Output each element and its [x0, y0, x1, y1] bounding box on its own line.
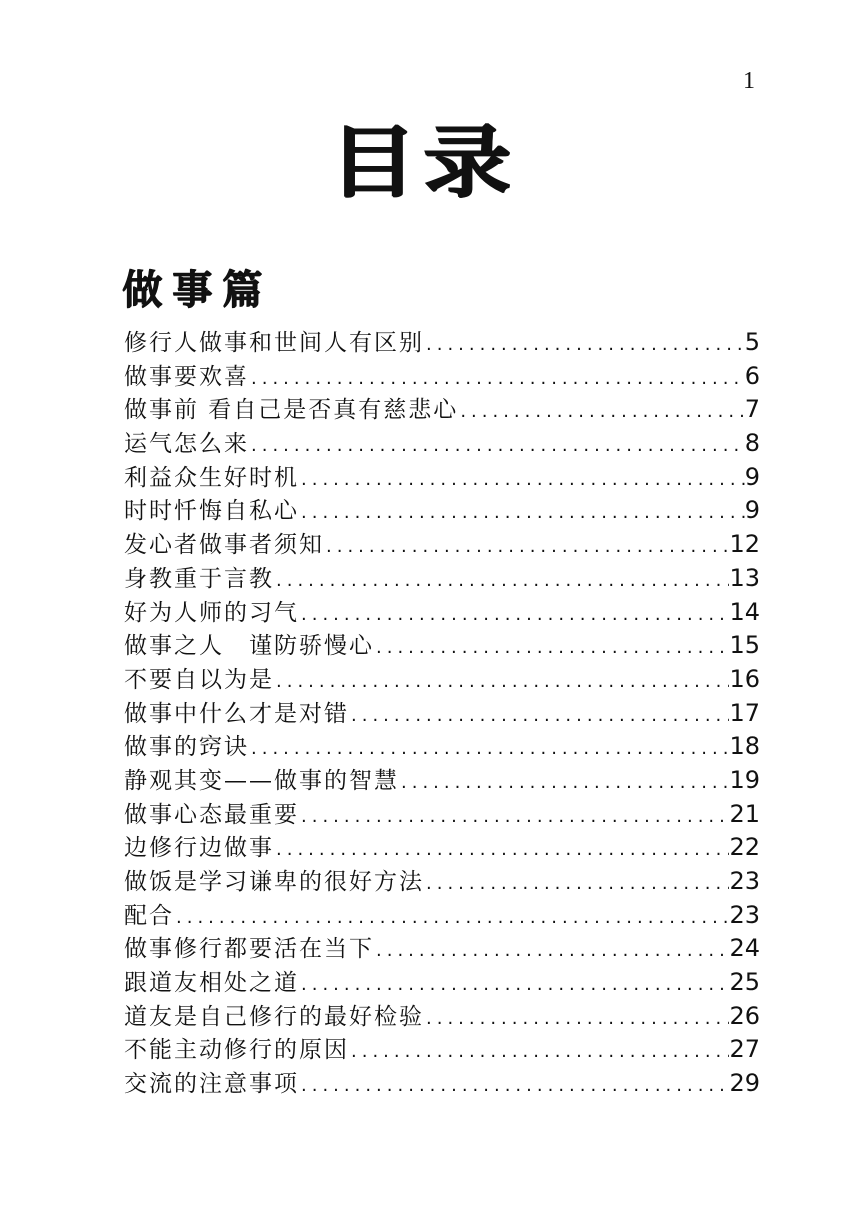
toc-entry-page-number: 23 — [729, 867, 760, 895]
toc-dot-leader — [424, 328, 745, 360]
toc-dot-leader — [299, 463, 745, 495]
toc-entry-title: 跟道友相处之道 — [124, 970, 299, 997]
toc-entry-title: 利益众生好时机 — [124, 464, 299, 491]
toc-entry-page-number: 26 — [729, 1001, 760, 1030]
toc-entry[interactable] — [124, 966, 760, 1000]
toc-entry[interactable] — [124, 1000, 760, 1034]
toc-entry-title: 做事的窍诀 — [124, 734, 249, 761]
toc-entry-page-number: 16 — [729, 664, 760, 693]
toc-entry[interactable] — [124, 831, 760, 865]
toc-entry-title: 做事修行都要活在当下 — [124, 936, 374, 963]
toc-entry-title: 边修行边做事 — [124, 835, 274, 862]
toc-dot-leader — [249, 362, 745, 394]
toc-entry[interactable] — [124, 764, 760, 798]
toc-entry-title: 静观其变——做事的智慧 — [124, 767, 399, 794]
toc-dot-leader — [374, 934, 729, 966]
toc-entry[interactable] — [124, 360, 760, 394]
toc-entry-page-number: 12 — [729, 530, 760, 559]
page-title: 目录 — [329, 118, 518, 208]
toc-entry-page-number: 22 — [729, 833, 760, 862]
toc-entry-title: 配合 — [124, 902, 174, 929]
page-number: 1 — [743, 68, 755, 94]
toc-entry-page-number: 18 — [729, 732, 760, 761]
toc-entry-page-number: 23 — [729, 900, 760, 929]
toc-dot-leader — [299, 496, 745, 528]
toc-entry-page-number: 13 — [729, 563, 760, 592]
toc-entry[interactable] — [124, 663, 760, 697]
toc-dot-leader — [399, 766, 729, 798]
toc-entry-page-number: 9 — [744, 496, 760, 525]
toc-list — [124, 326, 760, 1101]
toc-entry-title: 交流的注意事项 — [124, 1071, 299, 1098]
toc-entry-title: 修行人做事和世间人有区别 — [124, 330, 424, 356]
toc-entry-page-number: 17 — [729, 698, 760, 727]
toc-entry-page-number: 25 — [729, 968, 760, 997]
toc-entry-page-number: 19 — [729, 765, 760, 794]
toc-entry-title: 发心者做事者须知 — [124, 532, 324, 559]
toc-entry-title: 不能主动修行的原因 — [124, 1037, 349, 1064]
toc-entry-title: 身教重于言教 — [124, 565, 274, 592]
toc-entry[interactable] — [124, 528, 760, 562]
toc-entry[interactable] — [124, 932, 760, 966]
toc-entry[interactable] — [124, 697, 760, 731]
toc-entry[interactable] — [124, 427, 760, 461]
toc-entry[interactable] — [124, 596, 760, 630]
toc-dot-leader — [249, 429, 745, 461]
toc-entry[interactable] — [124, 1067, 760, 1101]
toc-dot-leader — [299, 968, 729, 1000]
toc-entry-title: 道友是自己修行的最好检验 — [124, 1003, 424, 1030]
toc-entry-page-number: 6 — [744, 361, 760, 390]
toc-entry-title: 时时忏悔自私心 — [124, 498, 299, 525]
toc-entry-page-number: 21 — [729, 799, 760, 828]
toc-dot-leader — [274, 833, 729, 865]
toc-entry-page-number: 8 — [744, 429, 760, 458]
toc-dot-leader — [349, 699, 729, 731]
toc-entry-page-number: 9 — [744, 462, 760, 491]
toc-dot-leader — [274, 665, 729, 697]
toc-entry-title: 做事之人 谨防骄慢心 — [124, 633, 374, 660]
toc-entry-page-number: 7 — [744, 395, 760, 424]
toc-entry-title: 做饭是学习谦卑的很好方法 — [124, 869, 424, 895]
toc-entry[interactable] — [124, 865, 760, 899]
toc-entry[interactable] — [124, 562, 760, 596]
toc-dot-leader — [249, 732, 729, 764]
toc-entry-title: 不要自以为是 — [124, 666, 274, 693]
toc-entry-page-number: 24 — [729, 934, 760, 963]
toc-dot-leader — [299, 598, 729, 630]
toc-entry[interactable] — [124, 326, 760, 360]
toc-entry[interactable] — [124, 494, 760, 528]
toc-entry-page-number: 5 — [744, 328, 760, 356]
toc-entry[interactable] — [124, 1033, 760, 1067]
toc-entry-page-number: 14 — [729, 597, 760, 626]
toc-dot-leader — [349, 1035, 729, 1067]
toc-entry[interactable] — [124, 393, 760, 427]
toc-entry-title: 做事中什么才是对错 — [124, 700, 349, 727]
toc-dot-leader — [374, 631, 729, 663]
toc-entry-title: 做事心态最重要 — [124, 801, 299, 828]
toc-dot-leader — [274, 564, 729, 596]
toc-entry[interactable] — [124, 629, 760, 663]
toc-dot-leader — [174, 901, 729, 933]
toc-dot-leader — [299, 800, 729, 832]
toc-dot-leader — [458, 395, 744, 427]
toc-entry[interactable] — [124, 730, 760, 764]
toc-dot-leader — [324, 530, 729, 562]
toc-entry[interactable] — [124, 899, 760, 933]
toc-dot-leader — [299, 1069, 729, 1101]
toc-entry[interactable] — [124, 461, 760, 495]
toc-entry-title: 做事前 看自己是否真有慈悲心 — [124, 397, 459, 424]
toc-entry-title: 好为人师的习气 — [124, 599, 299, 626]
toc-dot-leader — [424, 1002, 729, 1034]
toc-dot-leader — [424, 867, 729, 899]
toc-entry[interactable] — [124, 798, 760, 832]
toc-entry-page-number: 27 — [729, 1035, 760, 1064]
section-title: 做事篇 — [122, 267, 272, 313]
toc-entry-page-number: 29 — [729, 1069, 760, 1098]
toc-entry-title: 做事要欢喜 — [124, 363, 249, 390]
toc-entry-title: 运气怎么来 — [124, 431, 249, 458]
toc-entry-page-number: 15 — [729, 631, 760, 660]
